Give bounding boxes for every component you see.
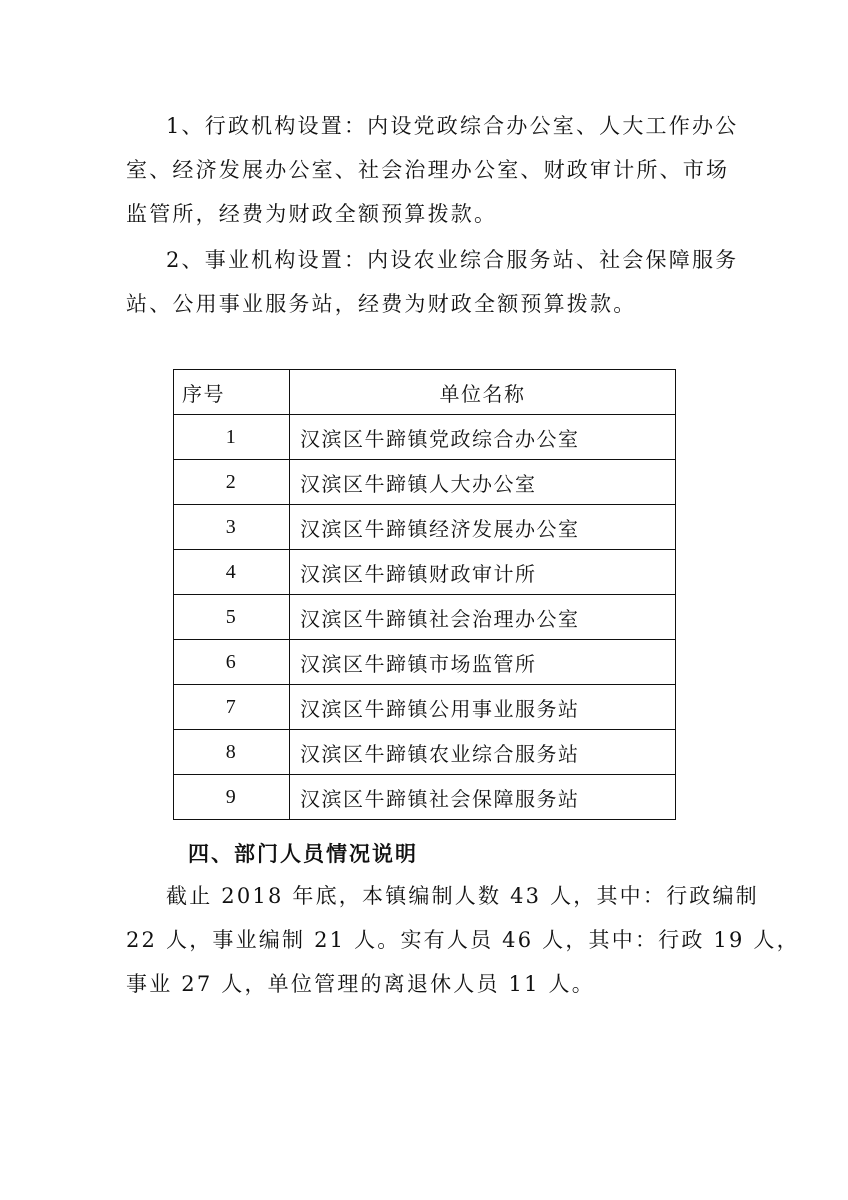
- row-seq: 7: [174, 685, 290, 730]
- row-seq: 5: [174, 595, 290, 640]
- row-seq: 9: [174, 775, 290, 820]
- row-seq: 4: [174, 550, 290, 595]
- paragraph-staffing: [126, 874, 800, 1006]
- paragraph-line: 事业 27 人，单位管理的离退休人员 11 人。: [126, 972, 595, 996]
- row-seq: 6: [174, 640, 290, 685]
- paragraph-line: 监管所，经费为财政全额预算拨款。: [126, 202, 498, 226]
- table-row: [174, 415, 676, 460]
- table-row: [174, 640, 676, 685]
- paragraph-line: 站、公用事业服务站，经费为财政全额预算拨款。: [126, 292, 637, 316]
- row-unit-name: 汉滨区牛蹄镇公用事业服务站: [290, 685, 676, 730]
- table-row: [174, 730, 676, 775]
- column-header-seq: 序号: [174, 370, 290, 415]
- table-row: [174, 505, 676, 550]
- unit-table: [173, 369, 676, 820]
- row-unit-name: 汉滨区牛蹄镇社会治理办公室: [290, 595, 676, 640]
- paragraph-line: 截止 2018 年底，本镇编制人数 43 人，其中：行政编制: [166, 884, 759, 908]
- table-row: [174, 685, 676, 730]
- section-heading: 四、部门人员情况说明: [188, 842, 418, 866]
- paragraph-public-institutions: [126, 238, 739, 326]
- paragraph-line: 1、行政机构设置：内设党政综合办公室、人大工作办公: [166, 114, 739, 138]
- paragraph-admin-agencies: [126, 104, 739, 236]
- paragraph-line: 22 人，事业编制 21 人。实有人员 46 人，其中：行政 19 人，: [126, 928, 800, 952]
- table-row: [174, 550, 676, 595]
- row-unit-name: 汉滨区牛蹄镇经济发展办公室: [290, 505, 676, 550]
- row-unit-name: 汉滨区牛蹄镇人大办公室: [290, 460, 676, 505]
- row-seq: 2: [174, 460, 290, 505]
- table-row: [174, 595, 676, 640]
- row-seq: 8: [174, 730, 290, 775]
- row-seq: 1: [174, 415, 290, 460]
- row-unit-name: 汉滨区牛蹄镇农业综合服务站: [290, 730, 676, 775]
- row-seq: 3: [174, 505, 290, 550]
- row-unit-name: 汉滨区牛蹄镇党政综合办公室: [290, 415, 676, 460]
- table-header-row: [174, 370, 676, 415]
- table-row: [174, 775, 676, 820]
- table-row: [174, 460, 676, 505]
- paragraph-line: 室、经济发展办公室、社会治理办公室、财政审计所、市场: [126, 158, 730, 182]
- paragraph-line: 2、事业机构设置：内设农业综合服务站、社会保障服务: [166, 248, 739, 272]
- row-unit-name: 汉滨区牛蹄镇财政审计所: [290, 550, 676, 595]
- column-header-name: 单位名称: [290, 370, 676, 415]
- row-unit-name: 汉滨区牛蹄镇市场监管所: [290, 640, 676, 685]
- row-unit-name: 汉滨区牛蹄镇社会保障服务站: [290, 775, 676, 820]
